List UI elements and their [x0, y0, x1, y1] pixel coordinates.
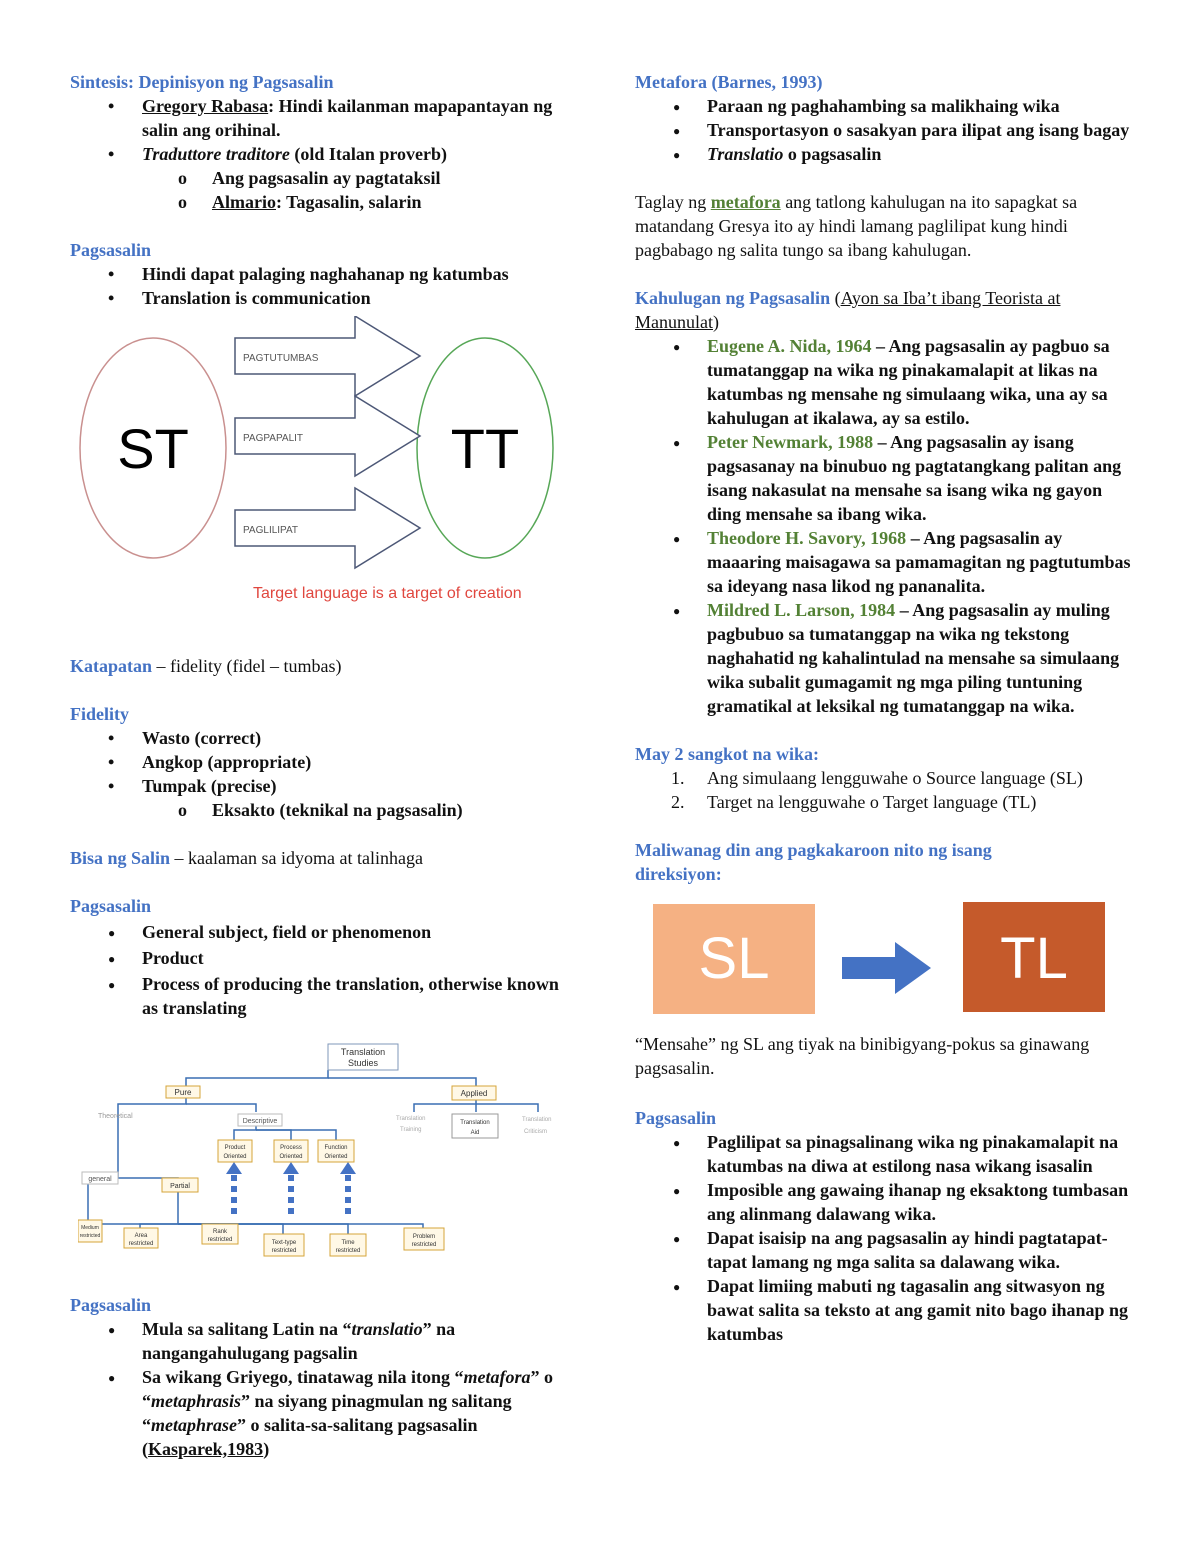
definition: – Ang pagsasalin ay pagbuo sa tumatanggap na wika ng pinakamalapit at likas na katumbas ng mensahe ng simulaang wika, una ay sa kahulugan at ikalawa, ay sa estilo.: [707, 336, 1110, 428]
list-item: [70, 1317, 570, 1365]
node-label: Area: [134, 1233, 148, 1239]
term: Translatio: [707, 144, 784, 164]
list-item: ● Paraan ng paghahambing sa malikhaing wika: [635, 94, 1135, 118]
text: ” o “: [142, 1367, 554, 1411]
term: translatio: [351, 1319, 423, 1339]
heading-sintesis: Sintesis: Depinisyon ng Pagsasalin: [70, 72, 334, 92]
node-theoretical: Theoretical: [98, 1113, 133, 1120]
tt-label: TT: [450, 417, 520, 480]
node-label: Studies: [347, 1058, 379, 1068]
list-item: [635, 766, 1135, 790]
list-item: o Ang pagsasalin ay pagtataksil: [70, 166, 570, 190]
mensahe-paragraph: “Mensahe” ng SL ang tiyak na binibigyang-pokus sa ginawang pagsasalin.: [635, 1034, 1090, 1078]
list-item: [635, 142, 1135, 166]
sintesis-list: [70, 94, 570, 166]
node-label: Oriented: [279, 1154, 303, 1160]
st-tt-diagram: [75, 316, 575, 656]
author-name: Peter Newmark, 1988: [707, 432, 874, 452]
node-label: Product: [224, 1145, 246, 1151]
definition: – Ang pagsasalin ay isang pagsasanay na binubuo ng pagtatangkang palitan ang isang nakasulat na mensahe sa isang wika ng gayon ding mensahe sa ibang wika.: [707, 432, 1122, 524]
diagram-caption: Target language is a target of creation: [253, 585, 522, 602]
definition: – Ang pagsasalin ay maaaring maisagawa sa pamamagitan ng pagtutumbas sa ideyang nasa likod ng pananalita.: [707, 528, 1131, 596]
text: ” o salita-sa-salitang pagsasalin (: [142, 1415, 478, 1459]
sintesis-sublist: [70, 166, 570, 214]
fidelity-sublist: [70, 798, 570, 822]
text: (: [830, 288, 841, 308]
list-item: [635, 334, 1135, 430]
term: metafora: [463, 1367, 531, 1387]
node-label: Translation: [522, 1117, 552, 1123]
list-item: ● Transportasyon o sasakyan para ilipat ang isang bagay: [635, 118, 1135, 142]
list-item: • Hindi dapat palaging naghahanap ng katumbas: [70, 262, 570, 286]
node-label: Aid: [470, 1130, 480, 1136]
text: ang tatlong kahulugan na ito sapagkat sa matandang Gresya ito ay hindi lamang paglilipat kung hindi pagbabago ng salita tungo sa ibang kahulugan.: [635, 192, 1078, 260]
node-label: Problem: [412, 1234, 436, 1240]
node-label: Partial: [170, 1183, 190, 1190]
heading-pagsasalin: Pagsasalin: [70, 1295, 152, 1315]
node-label: restricted: [335, 1248, 361, 1254]
node-label: Applied: [460, 1089, 488, 1098]
arrow-label: PAGPAPALIT: [243, 433, 304, 444]
item-text: : Tagasalin, salarin: [275, 192, 422, 212]
list-item: [635, 526, 1135, 598]
tl-label: TL: [1000, 926, 1068, 991]
list-item: [70, 1365, 570, 1461]
node-label: restricted: [128, 1241, 154, 1247]
heading: Kahulugan ng Pagsasalin: [635, 288, 831, 308]
list-item: ● Paglilipat sa pinagsalinang wika ng pinakamalapit na katumbas na diwa at estilong nasa wikang isasalin: [635, 1130, 1135, 1178]
node-label: Function: [324, 1145, 348, 1151]
left-column: [70, 70, 570, 1461]
node-label: Criticism: [524, 1129, 547, 1135]
node-label: Medium: [81, 1225, 99, 1231]
list-item: [635, 790, 1135, 814]
heading-pagsasalin: Pagsasalin: [70, 896, 152, 916]
translation-studies-diagram: [78, 1038, 558, 1273]
pagsasalin-origin-list: [70, 1317, 570, 1461]
node-label: restricted: [411, 1242, 437, 1248]
author-name: Gregory Rabasa: [142, 96, 269, 116]
node-label: restricted: [271, 1248, 297, 1254]
node-label: Oriented: [223, 1154, 247, 1160]
author-name: Theodore H. Savory, 1968: [707, 528, 907, 548]
right-column: [635, 70, 1135, 1346]
taglay-paragraph: [635, 190, 1135, 262]
text: Taglay ng: [635, 192, 711, 212]
list-item: o Eksakto (teknikal na pagsasalin): [70, 798, 570, 822]
list-item: [70, 190, 570, 214]
text: ): [713, 312, 719, 332]
list-item: ● Dapat isaisip na ang pagsasalin ay hindi pagtatapat-tapat lamang ng mga salita sa dalawang wika.: [635, 1226, 1135, 1274]
kahulugan-heading: [635, 286, 1135, 334]
text: Mula sa salitang Latin na “: [142, 1319, 352, 1339]
list-item: ● Dapat limiing mabuti ng tagasalin ang sitwasyon ng bawat salita sa teksto at ang gamit nito bago ihanap ng katumbas: [635, 1274, 1135, 1346]
pagsasalin-list: [635, 1130, 1135, 1346]
term: metaphrase: [151, 1415, 238, 1435]
bisa-line: [70, 846, 570, 870]
node-label: general: [88, 1176, 112, 1183]
list-item: • Tumpak (precise): [70, 774, 570, 798]
node-label: Text-type: [271, 1240, 297, 1246]
sl-label: SL: [698, 926, 770, 991]
node-label: Translation: [340, 1047, 386, 1057]
heading-may2: May 2 sangkot na wika:: [635, 744, 820, 764]
heading-maliwanag: Maliwanag din ang pagkakaroon nito ng isang direksiyon:: [635, 840, 992, 884]
may2-list: [635, 766, 1135, 814]
st-label: ST: [117, 417, 189, 480]
text: ” na siyang pinagmulan ng salitang “: [142, 1391, 512, 1435]
definition: – kaalaman sa idyoma at talinhaga: [170, 848, 423, 868]
metafora-list: [635, 94, 1135, 166]
text: Target na lengguwahe o Target language (TL): [707, 792, 1037, 812]
list-item: [70, 142, 570, 166]
author-name: Almario: [212, 192, 276, 212]
node-label: restricted: [79, 1233, 101, 1239]
node-label: Translation: [396, 1116, 426, 1122]
citation: Kasparek,1983: [148, 1439, 264, 1459]
proverb-name: Traduttore traditore: [142, 144, 290, 164]
pagsasalin-list: [70, 262, 570, 310]
node-label: Process: [280, 1145, 302, 1151]
heading-metafora: Metafora (Barnes, 1993): [635, 72, 823, 92]
term: metaphrasis: [151, 1391, 242, 1411]
node-label: Oriented: [324, 1154, 348, 1160]
item-text: : Hindi kailanman mapapantayan ng salin ang orihinal.: [142, 96, 553, 140]
node-label: Pure: [174, 1088, 192, 1097]
katapatan-line: [70, 654, 570, 678]
node-label: Descriptive: [242, 1118, 278, 1125]
list-item: ● Imposible ang gawaing ihanap ng eksaktong tumbasan ang alinmang dalawang wika.: [635, 1178, 1135, 1226]
heading-pagsasalin: Pagsasalin: [635, 1108, 717, 1128]
list-number: 2.: [671, 792, 685, 812]
list-item: • Angkop (appropriate): [70, 750, 570, 774]
arrow-label: PAGLILIPAT: [243, 525, 299, 536]
direction-arrow: [842, 942, 931, 994]
term: Katapatan: [70, 656, 153, 676]
pagsasalin-list: [70, 920, 570, 1020]
sl-tl-diagram: [635, 902, 1115, 1022]
node-label: Training: [400, 1127, 422, 1133]
node-label: Time: [341, 1240, 355, 1246]
list-item: • Wasto (correct): [70, 726, 570, 750]
term: metafora: [710, 192, 781, 212]
definition: – fidelity (fidel – tumbas): [152, 656, 342, 676]
author-name: Mildred L. Larson, 1984: [707, 600, 896, 620]
arrow-label: PAGTUTUMBAS: [243, 353, 319, 364]
author-name: Eugene A. Nida, 1964: [707, 336, 872, 356]
subheading: Ayon sa Iba’t ibang Teorista at Manunulat: [635, 288, 1061, 332]
term: Bisa ng Salin: [70, 848, 171, 868]
fidelity-list: [70, 726, 570, 798]
definition: – Ang pagsasalin ay muling pagbubuo sa tumatanggap na wika ng tekstong naghahatid ng kahalintulad na mensahe sa simulaang wika subalit gumagamit ng mga piling tuntuning gramatikal at leksikal ng tumatanggap na wika.: [707, 600, 1120, 716]
text: Ang simulaang lengguwahe o Source language (SL): [707, 768, 1083, 788]
kahulugan-list: [635, 334, 1135, 718]
node-label: Translation: [460, 1120, 490, 1126]
list-item: [70, 94, 570, 142]
node-label: Rank: [212, 1229, 228, 1235]
list-item: • Translation is communication: [70, 286, 570, 310]
list-item: ● Product: [70, 946, 570, 970]
list-item: [635, 598, 1135, 718]
text: ” na nangangahulugang pagsalin: [142, 1319, 456, 1363]
list-item: ● General subject, field or phenomenon: [70, 920, 570, 944]
list-item: ● Process of producing the translation, otherwise known as translating: [70, 972, 570, 1020]
node-label: restricted: [207, 1237, 233, 1243]
item-text: (old Italan proverb): [289, 144, 448, 164]
text: ): [263, 1439, 270, 1459]
text: o pagsasalin: [783, 144, 882, 164]
heading-fidelity: Fidelity: [70, 704, 129, 724]
list-item: [635, 430, 1135, 526]
heading-pagsasalin: Pagsasalin: [70, 240, 152, 260]
list-number: 1.: [671, 768, 685, 788]
text: Sa wikang Griyego, tinatawag nila itong “: [142, 1367, 464, 1387]
